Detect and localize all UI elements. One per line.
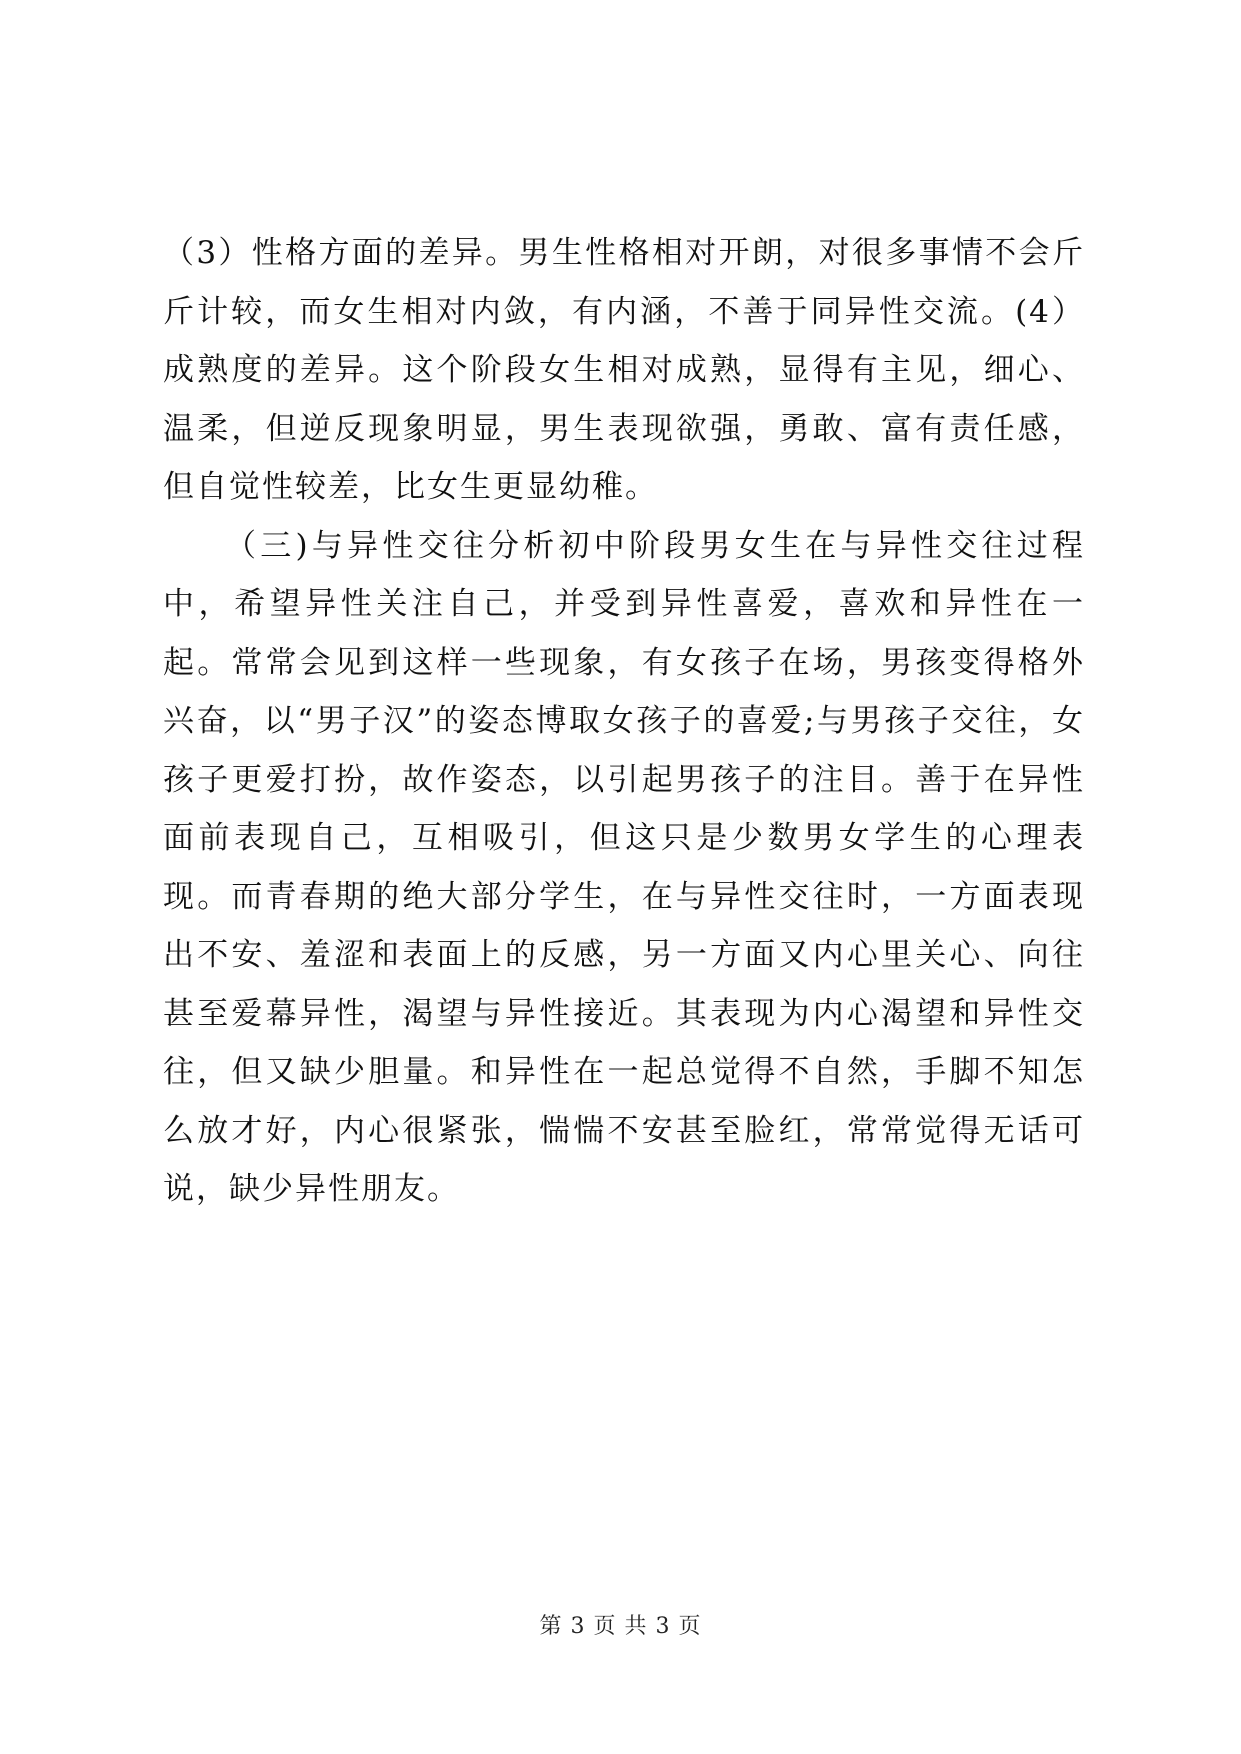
document-body	[163, 224, 1085, 1219]
page-number-footer: 第 3 页 共 3 页	[539, 1614, 702, 1639]
paragraph-opposite-sex-interaction: （三)与异性交往分析初中阶段男女生在与异性交往过程中，希望异性关注自己，并受到异性喜爱，喜欢和异性在一起。常常会见到这样一些现象，有女孩子在场，男孩变得格外兴奋，以“男子汉”的姿态博取女孩子的喜爱;与男孩子交往，女孩子更爱打扮，故作姿态，以引起男孩子的注目。善于在异性面前表现自己，互相吸引，但这只是少数男女学生的心理表现。而青春期的绝大部分学生，在与异性交往时，一方面表现出不安、羞涩和表面上的反感，另一方面又内心里关心、向往甚至爱幕异性，渴望与异性接近。其表现为内心渴望和异性交往，但又缺少胆量。和异性在一起总觉得不自然，手脚不知怎么放才好，内心很紧张，惴惴不安甚至脸红，常常觉得无话可说，缺少异性朋友。	[163, 527, 1085, 1207]
paragraph-gender-differences: （3）性格方面的差异。男生性格相对开朗，对很多事情不会斤斤计较，而女生相对内敛，有内涵，不善于同异性交流。(4）成熟度的差异。这个阶段女生相对成熟，显得有主见，细心、温柔，但逆反现象明显，男生表现欲强，勇敢、富有责任感，但自觉性较差，比女生更显幼稚。	[163, 235, 1085, 505]
